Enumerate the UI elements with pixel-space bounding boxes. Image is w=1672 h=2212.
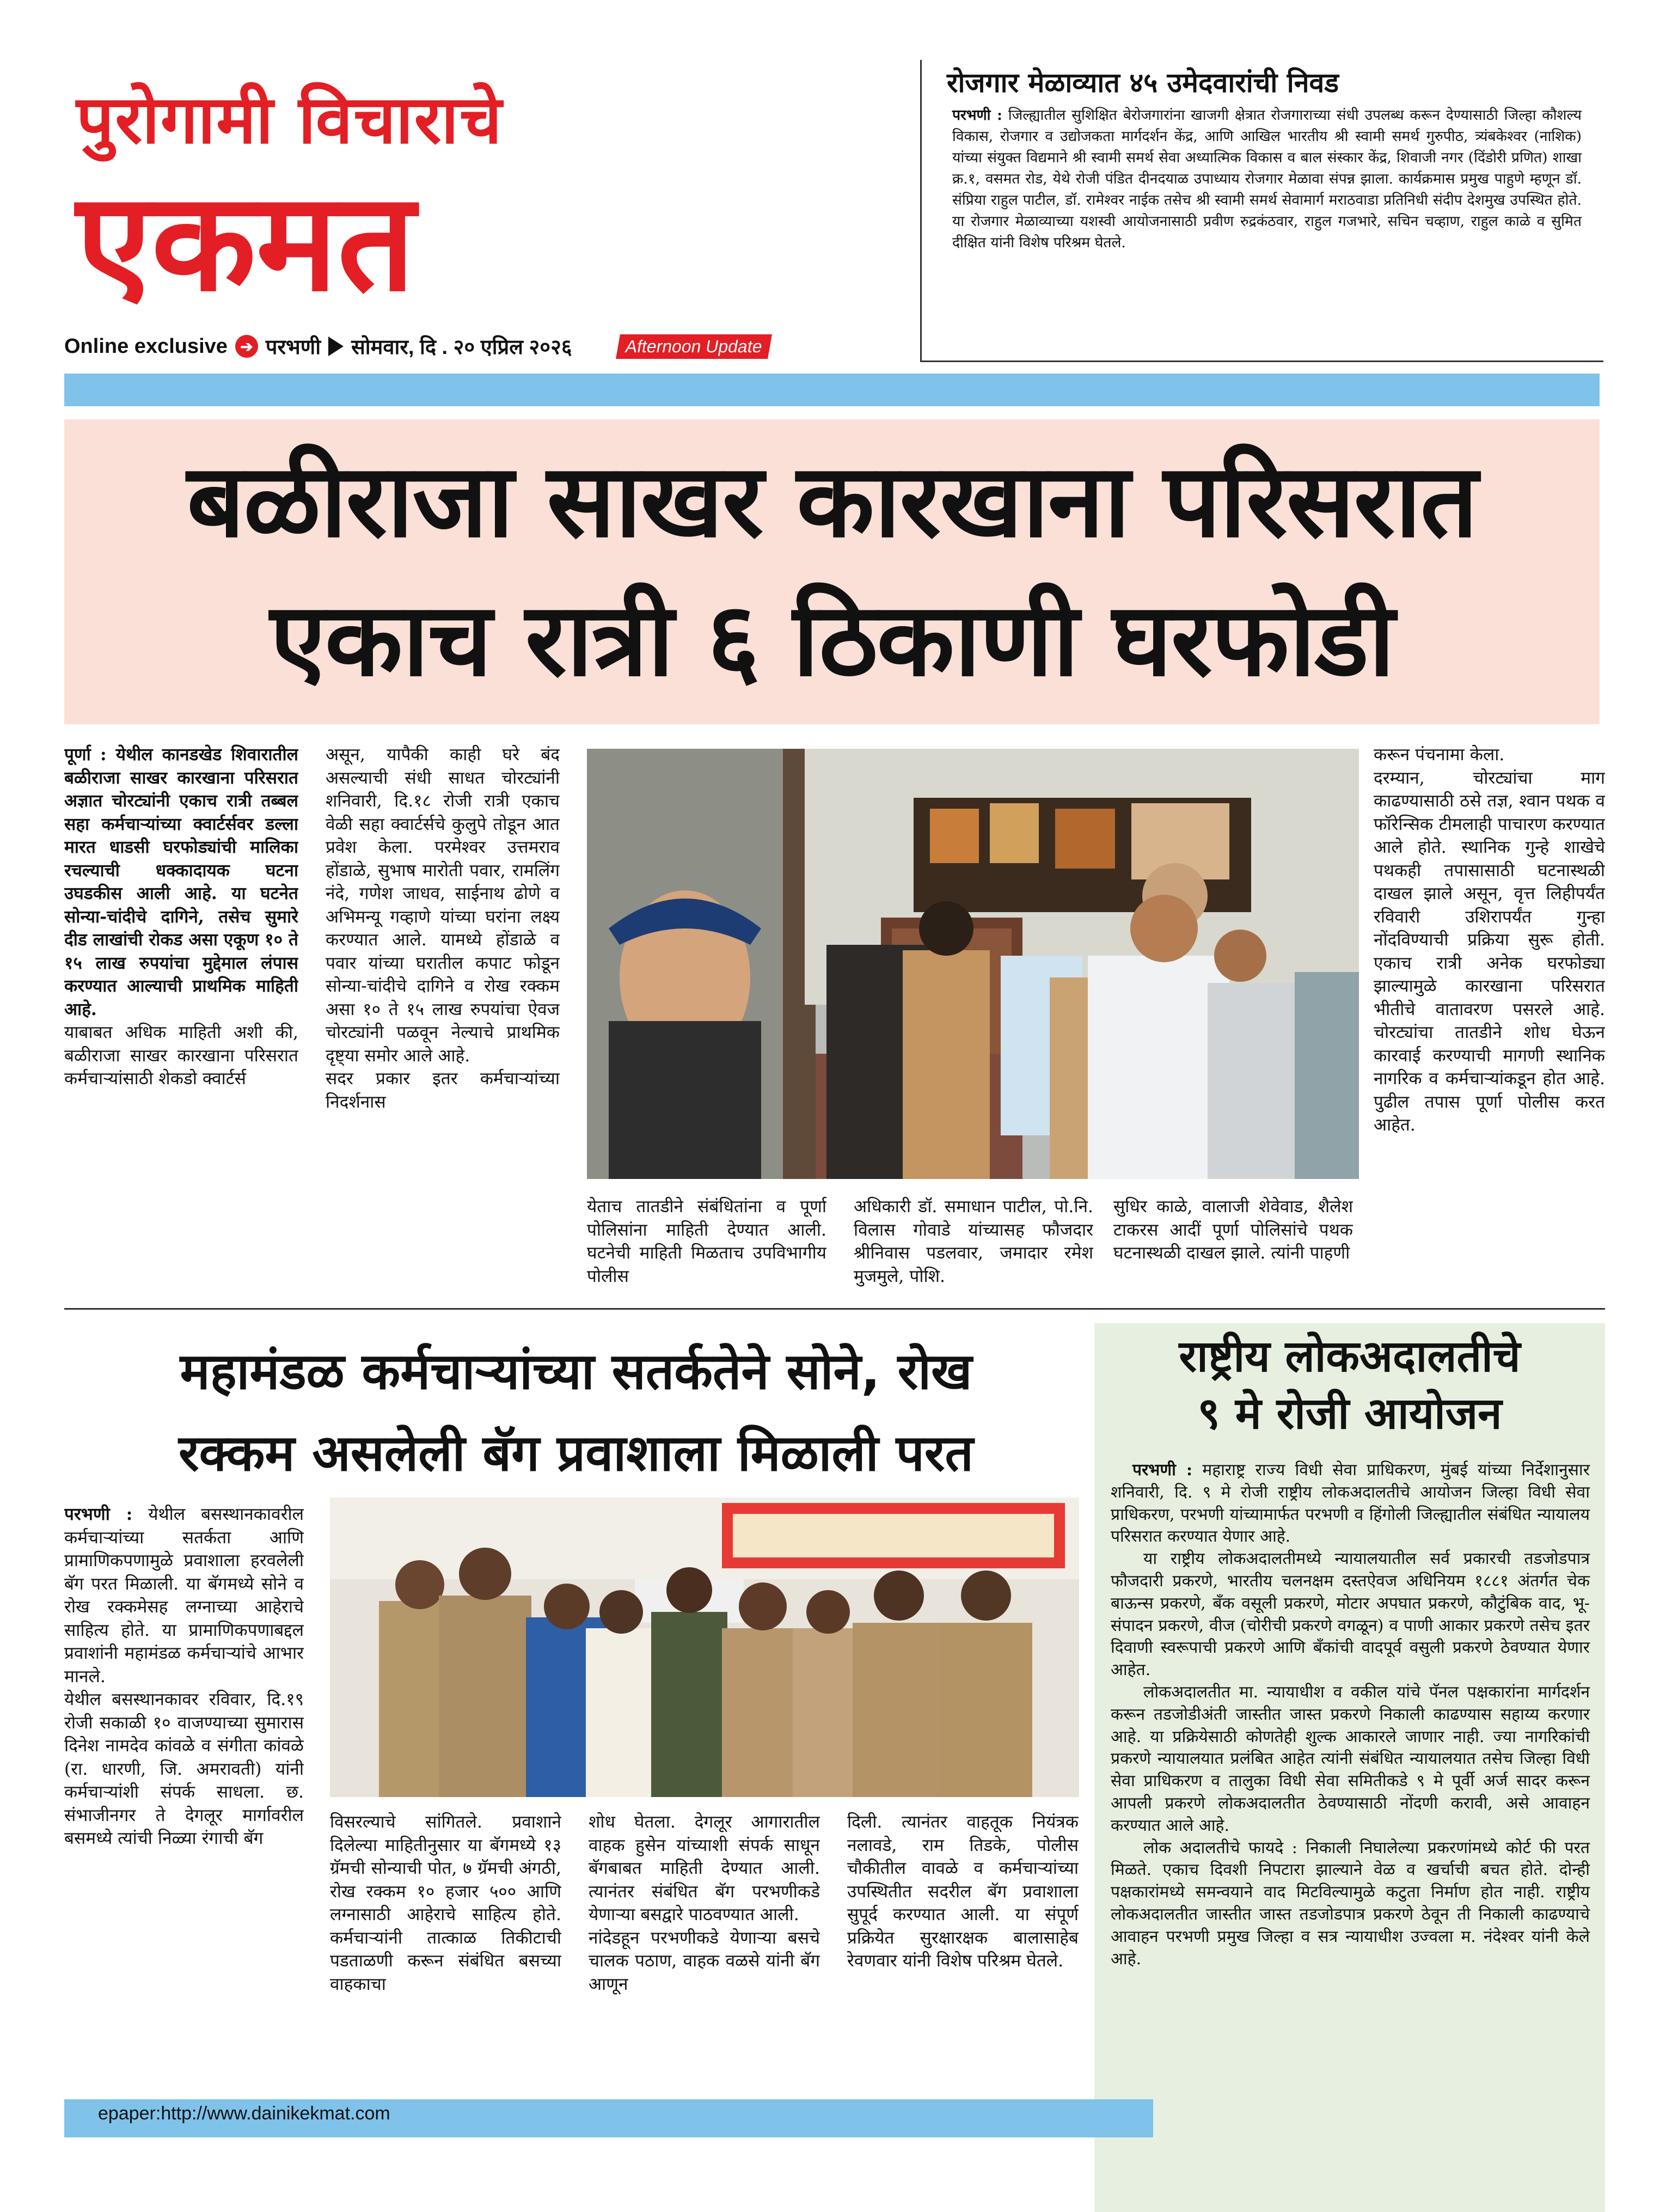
main-story-photo [587, 749, 1359, 1179]
burglary-scene-photo [587, 749, 1359, 1179]
top-blue-bar [64, 374, 1600, 406]
top-story-text: जिल्ह्यातील सुशिक्षित बेरोजगारांना खाजगी क्षेत्रात रोजगाराच्या संधी उपलब्ध करून देण्यासाठी जिल्हा कौशल्य विकास, रोजगार व उद्योजकता मार्गदर्शन केंद्र, आणि आखिल भारतीय श्री स्वामी समर्थ गुरुपीठ, त्र्यंबकेश्वर (नाशिक) यांच्या संयुक्त विद्यमाने श्री स्वामी समर्थ सेवा अध्यात्मिक विकास व बाल संस्कार केंद्र, शिवाजी नगर (दिंडोरी प्रणित) शाखा क्र.१, वसमत रोड, येथे रोजी पंडित दीनदयाळ उपाध्याय रोजगार मेळावा संपन्न झाला. कार्यक्रमास प्रमुख पाहुणे म्हणून डॉ. संप्रिया राहुल पाटील, डॉ. रामेश्वर नाईक तसेच श्री स्वामी समर्थ सेवामार्ग मराठवाडा प्रतिनिधी संदीप देशमुख उपस्थित होते. या रोजगार मेळाव्याच्या यशस्वी आयोजनासाठी प्रवीण रुद्रकंठवार, राहुल गजभारे, सचिन चव्हाण, राहुल काळे व सुमित दीक्षित यांनी विशेष परिश्रम घेतले. [952, 107, 1582, 251]
second-story-column-2: विसरल्याचे सांगितले. प्रवाशाने दिलेल्या माहितीनुसार या बॅगमध्ये १३ ग्रॅमची सोन्याची पोत, ७ ग्रॅमची अंगठी, रोख रक्कम १० हजार ५०० आणि लग्नासाठी आहेराचे साहित्य होते. कर्मचाऱ्यांनी तात्काळ तिकीटाची पडताळणी करून संबंधित बसच्या वाहकाचा [330, 1812, 561, 1994]
second-story-column-4: दिली. त्यानंतर वाहतूक नियंत्रक नलावडे, राम तिडके, पोलीस चौकीतील वावळे व कर्मचाऱ्यांच्या उपस्थितीत सदरील बॅग प्रवाशाला सुपूर्द करण्यात आली. या संपूर्ण प्रक्रियेत सुरक्षारक्षक बालासाहेब रेवणवार यांनी विशेष परिश्रम घेतले. [847, 1812, 1079, 1971]
second-story-col3-rest: नांदेडहून परभणीकडे येणाऱ्या बसचे चालक पठाण, वाहक वळसे यांनी बॅग आणून [589, 1928, 820, 1994]
main-headline-line1: बळीराजा साखर कारखाना परिसरात [187, 442, 1477, 560]
edition-date: सोमवार, दि . २० एप्रिल २०२६ [351, 336, 572, 359]
side-story-body [1111, 1459, 1590, 1970]
main-story-lead: येथील कानडखेड शिवारातील बळीराजा साखर कारखाना परिसरात अज्ञात चोरट्यांनी एकाच रात्री तब्बल सहा कर्मचाऱ्यांच्या क्वार्टर्सवर डल्ला मारत धाडसी घरफोड्यांची मालिका रचल्याची धक्कादायक घटना उघडकीस आली आहे. या घटनेत सोन्या-चांदीचे दागिने, तसेच सुमारे दीड लाखांची रोकड असा एकूण १० ते १५ लाख रुपयांचा मुद्देमाल लंपास करण्यात आल्याची प्राथमिक माहिती आहे. [64, 744, 298, 1019]
side-story-p1: महाराष्ट्र राज्य विधी सेवा प्राधिकरण, मुंबई यांच्या निर्देशानुसार शनिवारी, दि. ९ मे रोजी राष्ट्रीय लोकअदालतीचे आयोजन जिल्हा विधी सेवा प्राधिकरण, परभणी यांच्यामार्फत परभणी व हिंगोली जिल्ह्यातील संबंधित न्यायालय परिसरात करण्यात येणार आहे. [1111, 1461, 1590, 1547]
main-story-dateline: पूर्णा : [64, 744, 107, 765]
second-story-photo [330, 1498, 1079, 1797]
main-story-col6-text: करून पंचनामा केला. [1374, 745, 1505, 765]
main-story-column-4: अधिकारी डॉ. समाधान पाटील, पो.नि. विलास गोवाडे यांच्यासह फौजदार श्रीनिवास पडलवार, जमादार रमेश मुजमुले, पोशि. [854, 1197, 1093, 1286]
side-story-p4: लोक अदालतीचे फायदे : निकाली निघालेल्या प्रकरणांमध्ये कोर्ट फी परत मिळते. एकाच दिवशी निपटारा झाल्याने वेळ व खर्चाची बचत होते. दोन्ही पक्षकारांमध्ये समन्वयाने वाद मिटविल्यामुळे कटुता निर्माण होत नाही. राष्ट्रीय लोकअदालतीत जास्तीत जास्त तडजोडपात्र प्रकरणे ठेवून ती निकाली काढण्याचे आवाहन परभणी प्रमुख जिल्हा व सत्र न्यायाधीश उज्वला म. नंदेश्वर यांनी केले आहे. [1111, 1838, 1590, 1969]
top-story-body [952, 105, 1582, 253]
edition-info-bar [64, 331, 859, 362]
second-story-col3-text: शोध घेतला. देगलूर आगारातील वाहक हुसेन यांच्याशी संपर्क साधून बॅगबाबत माहिती देण्यात आली. त्यानंतर संबंधित बॅग परभणीकडे येणाऱ्या बसद्वारे पाठवण्यात आली. [589, 1812, 820, 1924]
side-story-p2: या राष्ट्रीय लोकअदालतीमध्ये न्यायालयातील सर्व प्रकारची तडजोडपात्र फौजदारी प्रकरणे, भारतीय चलनक्षम दस्तऐवज अधिनियम १८८१ अंतर्गत चेक बाऊन्स प्रकरणे, बँक वसूली प्रकरणे, मोटार अपघात प्रकरणे, कौटुंबिक वाद, भू-संपादन प्रकरणे, वीज (चोरीची प्रकरणे वगळून) व पाणी आकार प्रकरणे तसेच इतर दिवाणी स्वरूपाची प्रकरणे आणि बँकांची वादपूर्व वसुली प्रकरणे ठेवण्यात येणार आहेत. [1111, 1549, 1590, 1680]
second-story-col1-text: येथील बसस्थानकावरील कर्मचाऱ्यांच्या सतर्कता आणि प्रामाणिकपणामुळे प्रवाशाला हरवलेली बॅग परत मिळाली. या बॅगमध्ये सोने व रोख रक्कमेसह लग्नाच्या आहेराचे साहित्य होते. या प्रामाणिकपणाबद्दल प्रवाशांनी महामंडळ कर्मचाऱ्यांचे आभार मानले. [64, 1505, 304, 1687]
second-story-column-1 [64, 1503, 304, 2069]
section-divider [64, 1308, 1605, 1310]
online-label: Online exclusive [64, 334, 228, 358]
update-badge: Afternoon Update [616, 334, 772, 359]
second-story-dateline: परभणी : [64, 1504, 133, 1524]
top-story [920, 60, 1603, 362]
main-story-col2-text: असून, यापैकी काही घरे बंद असल्याची संधी साधत चोरट्यांनी शनिवारी, दि.१८ रोजी रात्री एकाच वेळी सहा क्वार्टर्सचे कुलुपे तोडून आत प्रवेश केला. परमेश्वर उत्तमराव होंडाळे, सुभाष मारोती पवार, रामलिंग नंदे, गणेश जाधव, साईनाथ ढोणे व अभिमन्यू गव्हाणे यांच्या घरांना लक्ष्य करण्यात आले. यामध्ये होंडाळे व पवार यांच्या घरातील कपाट फोडून सोन्या-चांदीचे दागिने व रोख रक्कम असा १० ते १५ लाख रुपयांचा ऐवज चोरट्यांनी पळवून नेल्याचे प्राथमिक दृष्ट्या समोर आले आहे. [326, 745, 560, 1066]
edition-city: परभणी [265, 336, 321, 359]
main-story-column-3: येताच तातडीने संबंधितांना व पूर्णा पोलिसांना माहिती देण्यात आली. घटनेची माहिती मिळताच उपविभागीय पोलीस [587, 1197, 826, 1286]
second-headline-line1: महामंडळ कर्मचाऱ्यांच्या सतर्कतेने सोने, रोख [180, 1342, 972, 1401]
main-story-column-6 [1374, 743, 1605, 1288]
side-story-p3: लोकअदालतीत मा. न्यायाधीश व वकील यांचे पॅनल पक्षकारांना मार्गदर्शन करून तडजोडीअंती जास्तीत जास्त प्रकरणे निकाली काढण्यास सहाय्य करणार आहे. या प्रक्रियेसाठी कोणतेही शुल्क आकारले जाणार नाही. ज्या नागरिकांची प्रकरणे न्यायालयात प्रलंबित आहेत त्यांनी संबंधित न्यायालयात तसेच जिल्हा विधी सेवा प्राधिकरण व तालुका विधी सेवा समितीकडे ९ मे पूर्वी अर्ज सादर करून आपली प्रकरणे लोकअदालतीत ठेवण्यासाठी नोंदणी करावी, असे आवाहन करण्यात आले आहे. [1111, 1682, 1590, 1835]
side-headline-line1: राष्ट्रीय लोकअदालतीचे [1179, 1331, 1521, 1382]
play-icon [328, 337, 344, 356]
masthead-tagline: पुरोगामी विचाराचे [76, 81, 503, 158]
main-story-column-5: सुधिर काळे, वालाजी शेवेवाड, शैलेश टाकरस आदीं पूर्णा पोलिसांचे पथक घटनास्थळी दाखल झाले. त्यांनी पाहणी [1113, 1197, 1353, 1263]
side-headline-line2: ९ मे रोजी आयोजन [1197, 1388, 1502, 1439]
bag-handover-photo [330, 1498, 1079, 1797]
second-story-column-3 [589, 1811, 820, 2069]
arrow-right-icon: ➔ [235, 335, 258, 358]
second-headline-line2: रक्कम असलेली बॅग प्रवाशाला मिळाली परत [178, 1424, 973, 1482]
top-story-dateline: परभणी : [952, 107, 1002, 124]
main-story-column-2 [326, 743, 560, 1288]
top-story-title: रोजगार मेळाव्यात ४५ उमेदवारांची निवड [947, 67, 1339, 99]
main-story-column-1 [64, 743, 298, 1288]
masthead-logo: एकमत [76, 163, 415, 321]
side-story-dateline: परभणी : [1132, 1461, 1193, 1480]
epaper-link[interactable]: epaper:http://www.dainikekmat.com [98, 2103, 390, 2124]
main-story-col2-rest: सदर प्रकार इतर कर्मचाऱ्यांच्या निदर्शनास [326, 1069, 560, 1112]
second-story-col1-rest: येथील बसस्थानकावर रविवार, दि.१९ रोजी सकाळी १० वाजण्याच्या सुमारास दिनेश नामदेव कांवळे व संगीता कांवळे (रा. धारणी, जि. अमरावती) यांनी कर्मचाऱ्यांशी संपर्क साधला. छ. संभाजीनगर ते देगलूर मार्गावरील बसमध्ये त्यांची निळ्या रंगाची बॅग [64, 1690, 304, 1848]
main-story-col6-rest: दरम्यान, चोरट्यांचा माग काढण्यासाठी ठसे तज्ञ, श्वान पथक व फॉरेन्सिक टीमलाही पाचारण करण्यात आले होते. स्थानिक गुन्हे शाखेचे पथकही तपासासाठी घटनास्थळी दाखल झाले असून, वृत्त लिहीपर्यंत रविवारी उशिरापर्यंत गुन्हा नोंदविण्याची प्रक्रिया सुरू होती. एकाच रात्री अनेक घरफोड्या झाल्यामुळे कारखाना परिसरात भीतीचे वातावरण पसरले आहे. चोरट्यांचा तातडीने शोध घेऊन कारवाई करण्याची मागणी स्थानिक नागरिक व कर्मचाऱ्यांकडून होत आहे. पुढील तपास पूर्णा पोलीस करत आहेत. [1374, 768, 1605, 1135]
main-headline-line2: एकाच रात्री ६ ठिकाणी घरफोडी [270, 581, 1394, 699]
main-story-col1-text: याबाबत अधिक माहिती अशी की, बळीराजा साखर कारखाना परिसरात कर्मचाऱ्यांसाठी शेकडो क्वार्टर्स [64, 1023, 298, 1089]
